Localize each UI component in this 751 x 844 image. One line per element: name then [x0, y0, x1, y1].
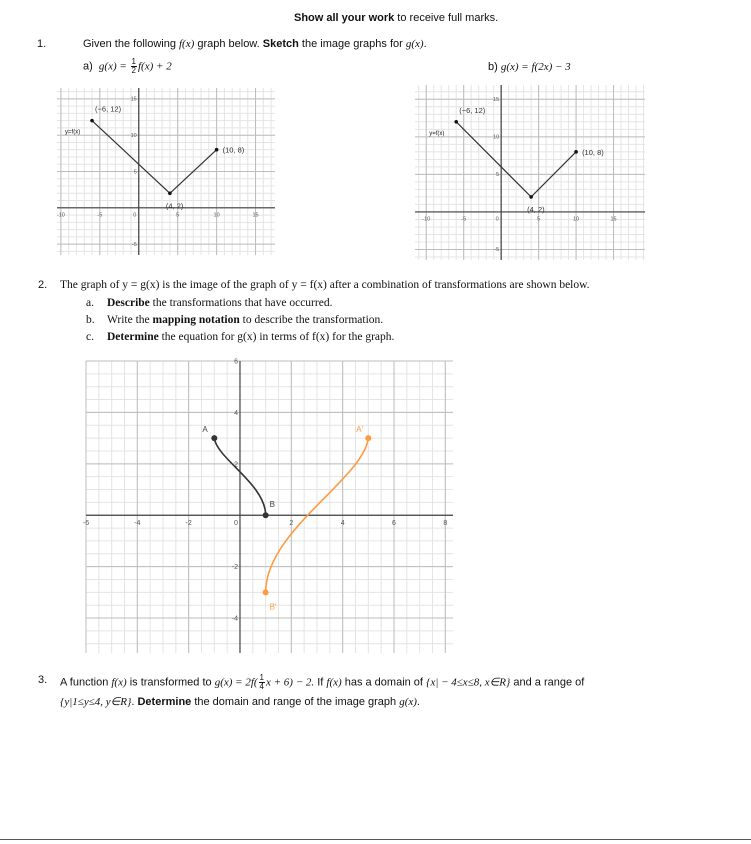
x-tick-label: 0	[495, 216, 499, 223]
item-label: c.	[86, 331, 94, 343]
y-tick-label: 10	[130, 132, 137, 139]
fraction	[259, 674, 265, 691]
q1-text: graph below.	[194, 38, 263, 50]
item-text: the transformations that have occurred.	[149, 297, 333, 309]
x-tick-label: -10	[56, 212, 65, 219]
q2-prompt: The graph of y = g(x) is the image of the graph of y = f(x) after a combination of transformations are shown below.	[60, 279, 590, 291]
q2-item-c	[86, 331, 394, 343]
q1-text: .	[423, 38, 427, 50]
header-bold: Show all your work	[294, 12, 395, 24]
x-tick-label: 0	[133, 212, 137, 219]
q1-prompt	[83, 38, 427, 50]
x-tick-label: 0	[234, 520, 238, 528]
function-label: y=f(x)	[65, 129, 81, 136]
y-tick-label: 15	[493, 97, 500, 104]
q3-text: has a domain of	[341, 676, 427, 689]
item-text: the equation for g(x) in terms of f(x) for the graph.	[158, 331, 395, 343]
q1-number: 1.	[37, 38, 47, 50]
x-tick-label: 4	[340, 520, 345, 528]
x-tick-label: -5	[461, 216, 467, 223]
q3-text: A function	[60, 676, 112, 689]
x-tick-label: -6	[82, 520, 90, 528]
q2-graph	[82, 358, 453, 653]
x-tick-label: 6	[392, 520, 396, 528]
item-bold: mapping notation	[152, 314, 240, 326]
data-point	[215, 148, 219, 152]
q3-text: and a range of	[510, 676, 585, 689]
q3-bold: Determine	[137, 696, 192, 708]
y-tick-label: -2	[231, 564, 238, 572]
point-B-prime	[263, 589, 269, 595]
x-tick-label: 15	[252, 212, 259, 219]
item-text: Write the	[107, 314, 153, 326]
point-label: A	[202, 425, 208, 435]
q3-fx: f(x)	[111, 676, 127, 689]
q1-gx: g(x)	[405, 38, 424, 50]
q1a-graph	[57, 88, 275, 255]
part-a-lhs: g(x) =	[98, 60, 130, 73]
part-b-expr: g(x) = f(2x) − 3	[500, 61, 571, 73]
q3-text: .	[131, 696, 138, 708]
point-label: (4, 2)	[527, 204, 545, 214]
frac-den: 4	[259, 682, 264, 691]
point-label: (10, 8)	[222, 145, 245, 155]
fraction	[131, 58, 137, 75]
q1-part-b	[488, 61, 571, 73]
q1-fx: f(x)	[179, 38, 195, 50]
item-bold: Describe	[107, 297, 150, 309]
point-label: (−6, 12)	[95, 104, 122, 114]
point-label: A'	[356, 425, 364, 435]
item-label: a.	[86, 297, 94, 309]
q3-equation: x + 6) − 2.	[266, 676, 315, 689]
point-B	[263, 512, 269, 518]
q3-text: is transformed to	[126, 676, 215, 689]
y-tick-label: 2	[234, 461, 238, 469]
q2-item-a	[86, 297, 332, 309]
y-tick-label: -4	[231, 615, 238, 623]
data-point	[529, 195, 533, 199]
x-tick-label: -4	[134, 520, 141, 528]
y-tick-label: 5	[133, 169, 137, 176]
frac-den: 2	[131, 66, 136, 75]
y-tick-label: 5	[496, 172, 500, 179]
q3-equation: g(x) = 2f(	[214, 676, 258, 689]
item-label: b.	[86, 314, 95, 326]
part-b-label: b)	[488, 61, 498, 73]
q1-text: the image graphs for	[298, 38, 406, 50]
frac-num: 1	[259, 673, 264, 682]
x-tick-label: 10	[213, 212, 220, 219]
point-label: (4, 2)	[165, 201, 184, 211]
point-A-prime	[365, 435, 371, 441]
function-label: y=f(x)	[429, 130, 445, 137]
y-tick-label: 15	[130, 96, 137, 103]
x-tick-label: -10	[422, 216, 431, 223]
q1b-graph	[415, 85, 645, 260]
y-tick-label: 10	[493, 134, 500, 141]
point-label: (−6, 12)	[459, 105, 486, 115]
data-point	[168, 191, 172, 195]
x-tick-label: 5	[537, 216, 541, 223]
point-label: (10, 8)	[582, 147, 604, 157]
y-tick-label: 6	[234, 358, 238, 366]
q3-fx: f(x)	[326, 676, 342, 689]
q3-text: the domain and range of the image graph	[191, 696, 400, 708]
point-label: B'	[269, 602, 277, 612]
page-divider	[0, 839, 751, 840]
data-point	[454, 120, 458, 124]
q1-text: Given the following	[83, 38, 179, 50]
item-text: to describe the transformation.	[239, 314, 384, 326]
item-bold: Determine	[107, 331, 159, 343]
point-label: B	[269, 500, 275, 510]
q3-line2	[60, 695, 420, 708]
q2-number: 2.	[38, 279, 48, 291]
q3-gx: g(x)	[399, 696, 417, 708]
y-tick-label: -5	[131, 241, 137, 248]
x-tick-label: 10	[573, 216, 580, 223]
y-tick-label: -5	[494, 247, 500, 254]
x-tick-label: 5	[176, 212, 180, 219]
header-rest: to receive full marks.	[394, 12, 499, 24]
q3-number: 3.	[38, 674, 48, 686]
x-tick-label: -2	[185, 520, 192, 528]
frac-num: 1	[131, 57, 136, 66]
y-tick-label: 4	[234, 409, 238, 417]
x-tick-label: 8	[443, 520, 448, 528]
q3-text: If	[314, 676, 327, 689]
instructions-header	[294, 12, 498, 24]
x-tick-label: 15	[610, 216, 617, 223]
q3-text: .	[416, 696, 420, 708]
x-tick-label: 2	[289, 520, 294, 528]
q2-item-b	[86, 314, 383, 326]
part-a-label: a)	[83, 60, 93, 73]
x-tick-label: -5	[97, 212, 103, 219]
q1-part-a	[83, 58, 172, 75]
q1-bold: Sketch	[262, 38, 299, 50]
part-a-rhs: f(x) + 2	[138, 60, 172, 73]
q3-line1	[60, 674, 584, 691]
data-point	[574, 150, 578, 154]
q3-domain: {x| − 4≤x≤8, x∈R}	[426, 676, 511, 689]
q3-range: {y|1≤y≤4, y∈R}	[60, 696, 132, 708]
point-A	[211, 435, 217, 441]
data-point	[90, 119, 94, 123]
